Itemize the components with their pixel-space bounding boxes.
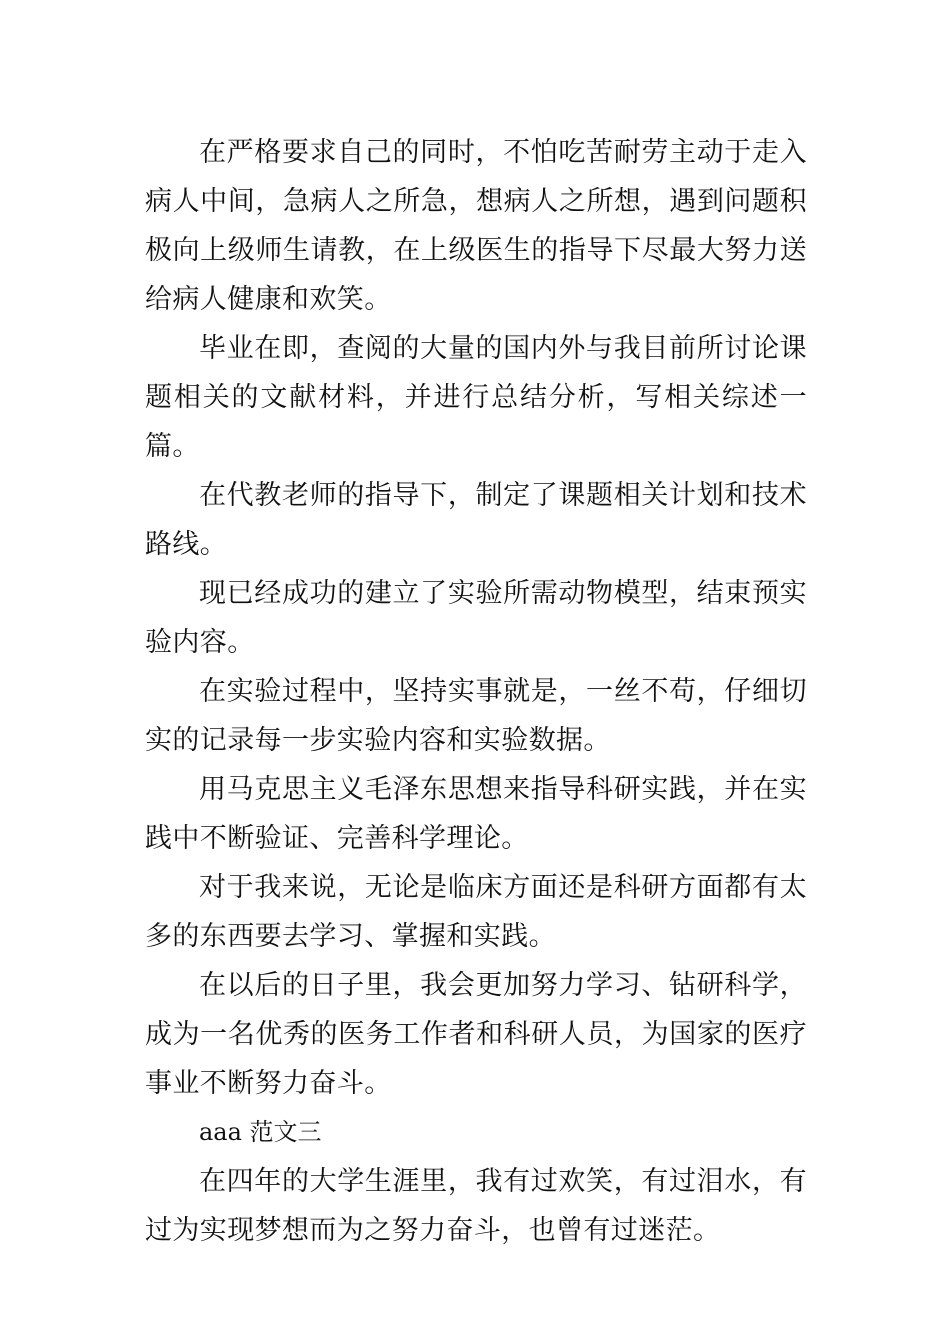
paragraph-5: 在实验过程中，坚持实事就是，一丝不苟，仔细切实的记录每一步实验内容和实验数据。 — [145, 676, 807, 756]
paragraph-7: 对于我来说，无论是临床方面还是科研方面都有太多的东西要去学习、掌握和实践。 — [145, 872, 807, 952]
section-heading: aaa 范文三 — [199, 1118, 322, 1146]
paragraph-6: 用马克思主义毛泽东思想来指导科研实践，并在实践中不断验证、完善科学理论。 — [145, 774, 807, 854]
paragraph-1: 在严格要求自己的同时，不怕吃苦耐劳主动于走入病人中间，急病人之所急，想病人之所想，遇到问题积极向上级师生请教，在上级医生的指导下尽最大努力送给病人健康和欢笑。 — [145, 137, 807, 315]
paragraph-3: 在代教老师的指导下，制定了课题相关计划和技术路线。 — [145, 480, 807, 560]
paragraph-8: 在以后的日子里，我会更加努力学习、钻研科学，成为一名优秀的医务工作者和科研人员，为国家的医疗事业不断努力奋斗。 — [145, 970, 807, 1099]
paragraph-9: 在四年的大学生涯里，我有过欢笑，有过泪水，有过为实现梦想而为之努力奋斗，也曾有过迷茫。 — [145, 1166, 807, 1246]
paragraph-2: 毕业在即，查阅的大量的国内外与我目前所讨论课题相关的文献材料，并进行总结分析，写相关综述一篇。 — [145, 333, 807, 462]
document-body — [145, 128, 807, 1255]
paragraph-4: 现已经成功的建立了实验所需动物模型，结束预实验内容。 — [145, 578, 807, 658]
